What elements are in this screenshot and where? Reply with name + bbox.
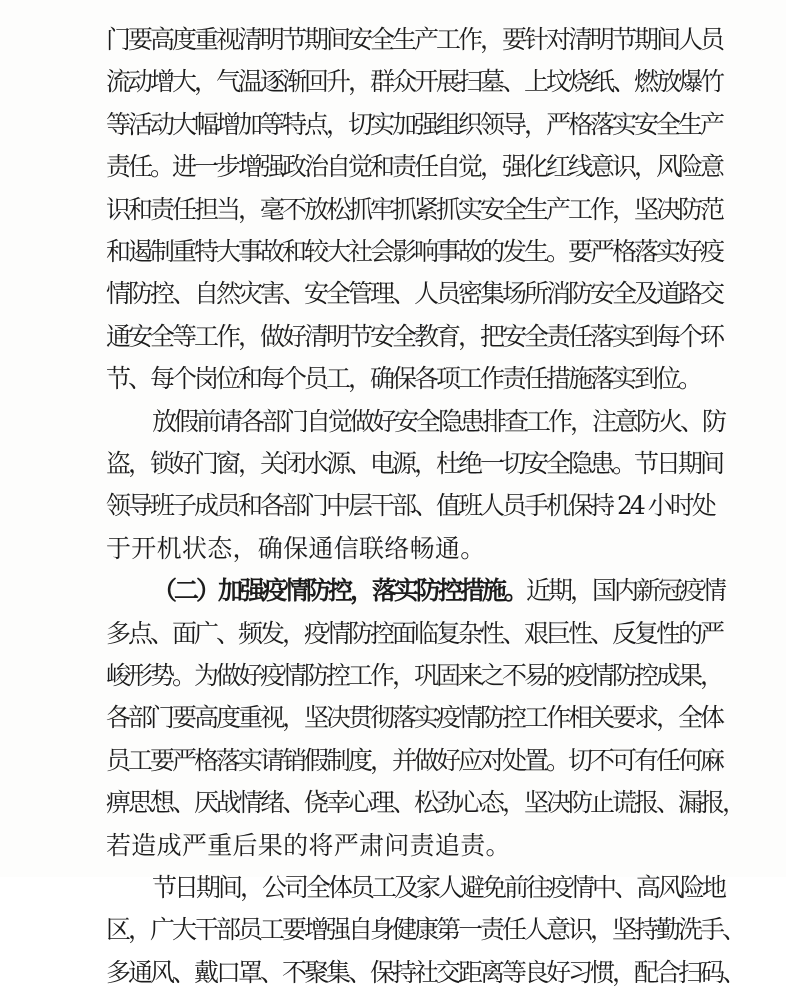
text-run: 近期，国内新冠疫情	[526, 576, 725, 606]
text-line: 区，广大干部员工要增强自身健康第一责任人意识，坚持勤洗手、	[106, 915, 745, 945]
text-line: 若造成严重后果的将严肃问责追责。	[106, 830, 511, 860]
text-line: 等活动大幅增加等特点，切实加强组织领导，严格落实安全生产	[106, 109, 723, 139]
text-line: 识和责任担当，毫不放松抓牢抓紧抓实安全生产工作，坚决防范	[106, 194, 723, 224]
text-line: 流动增大，气温逐渐回升，群众开展扫墓、上坟烧纸、燃放爆竹	[106, 67, 723, 97]
text-line: 节、每个岗位和每个员工，确保各项工作责任措施落实到位。	[106, 364, 701, 394]
text-line: 责任。进一步增强政治自觉和责任自觉，强化红线意识，风险意	[106, 152, 723, 182]
text-line: 通安全等工作，做好清明节安全教育，把安全责任落实到每个环	[106, 321, 723, 351]
text-line: 痹思想、厌战情绪、侥幸心理、松劲心态，坚决防止谎报、漏报，	[106, 788, 745, 818]
section-heading-line	[152, 571, 724, 611]
text-line: 门要高度重视清明节期间安全生产工作，要针对清明节期间人员	[106, 25, 723, 54]
text-line: 于开机状态，确保通信联络畅通。	[106, 533, 486, 563]
text-line: 放假前请各部门自觉做好安全隐患排查工作，注意防火、防	[152, 406, 725, 436]
text-line: 情防控、自然灾害、安全管理、人员密集场所消防安全及道路交	[106, 279, 723, 309]
text-line: 多通风、戴口罩、不聚集、保持社交距离等良好习惯，配合扫码、	[106, 957, 745, 987]
text-line: 各部门要高度重视，坚决贯彻落实疫情防控工作相关要求，全体	[106, 703, 723, 733]
text-line: 节日期间，公司全体员工及家人避免前往疫情中、高风险地	[152, 873, 725, 902]
section-heading: （二）加强疫情防控，落实防控措施。	[152, 576, 527, 606]
text-line: 盗，锁好门窗，关闭水源、电源，杜绝一切安全隐患。节日期间	[106, 449, 723, 478]
text-line: 员工要严格落实请销假制度，并做好应对处置。切不可有任何麻	[106, 745, 723, 775]
text-line: 领导班子成员和各部门中层干部、值班人员手机保持 24 小时处	[106, 491, 714, 521]
text-line: 和遏制重特大事故和较大社会影响事故的发生。要严格落实好疫	[106, 237, 723, 266]
text-line: 峻形势。为做好疫情防控工作，巩固来之不易的疫情防控成果，	[106, 661, 723, 690]
text-line: 多点、面广、频发，疫情防控面临复杂性、艰巨性、反复性的严	[106, 618, 723, 648]
